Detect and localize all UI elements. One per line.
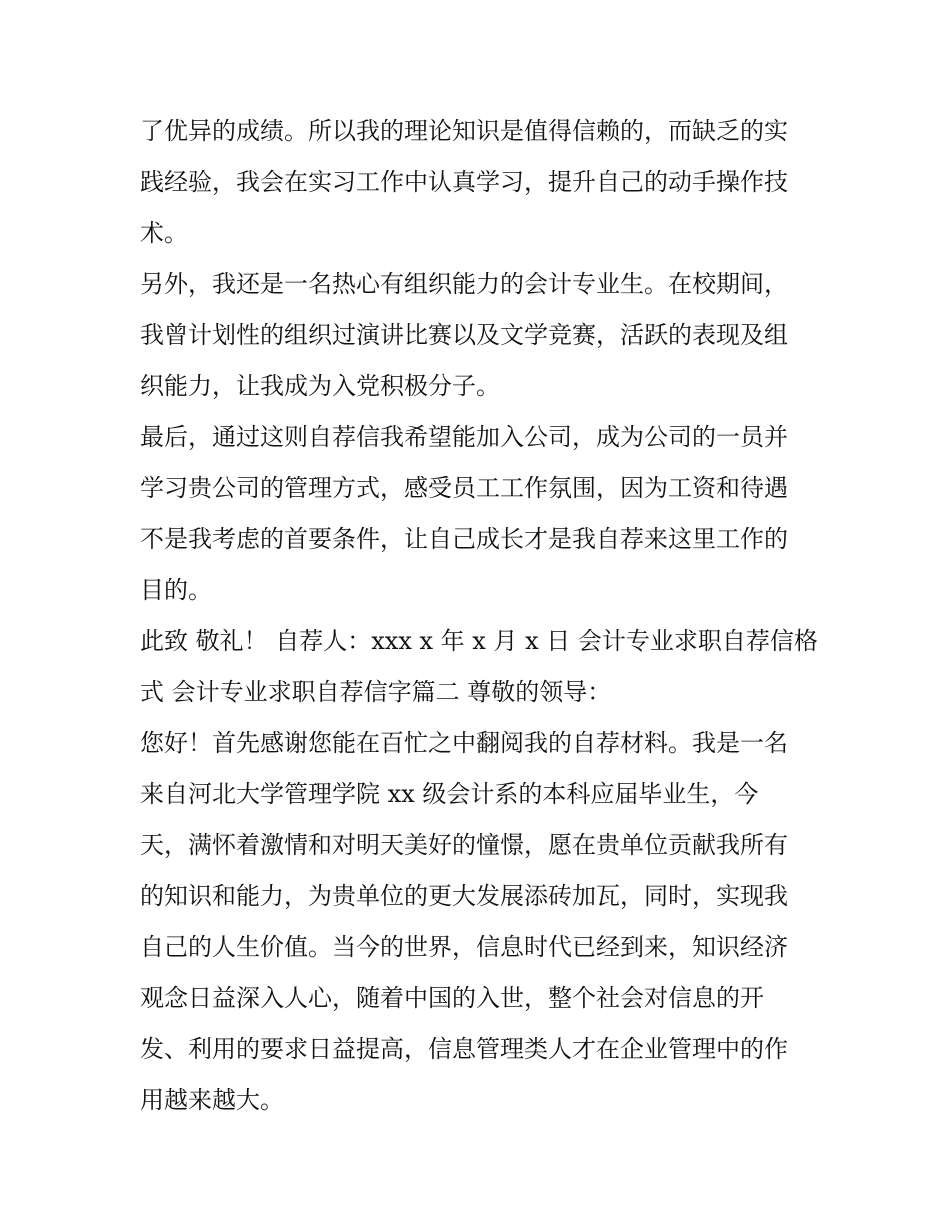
text-line: 发、利用的要求日益提高，信息管理类人才在企业管理中的作 xyxy=(140,1035,788,1063)
text-line: 践经验，我会在实习工作中认真学习，提升自己的动手操作技 xyxy=(140,168,788,196)
text-line: 天，满怀着激情和对明天美好的憧憬，愿在贵单位贡献我所有 xyxy=(140,831,788,859)
text-line: 了优异的成绩。所以我的理论知识是值得信赖的，而缺乏的实 xyxy=(140,117,788,145)
text-line: 观念日益深入人心，随着中国的入世，整个社会对信息的开 xyxy=(140,984,764,1012)
text-line: 用越来越大。 xyxy=(140,1086,284,1114)
text-line: 目的。 xyxy=(140,576,212,604)
text-line: 学习贵公司的管理方式，感受员工工作氛围，因为工资和待遇 xyxy=(140,474,788,502)
text-line: 来自河北大学管理学院 xx 级会计系的本科应届毕业生，今 xyxy=(140,780,759,808)
text-line: 的知识和能力，为贵单位的更大发展添砖加瓦，同时，实现我 xyxy=(140,882,788,910)
text-line: 此致 敬礼！ 自荐人：xxx x 年 x 月 x 日 会计专业求职自荐信格 xyxy=(140,627,818,655)
text-line: 最后，通过这则自荐信我希望能加入公司，成为公司的一员并 xyxy=(140,423,788,451)
text-line: 我曾计划性的组织过演讲比赛以及文学竞赛，活跃的表现及组 xyxy=(140,321,788,349)
text-line: 您好！首先感谢您能在百忙之中翻阅我的自荐材料。我是一名 xyxy=(140,729,788,757)
text-line: 织能力，让我成为入党积极分子。 xyxy=(140,372,500,400)
text-line: 另外，我还是一名热心有组织能力的会计专业生。在校期间， xyxy=(140,270,788,298)
body-text xyxy=(140,106,820,1126)
text-line: 自己的人生价值。当今的世界，信息时代已经到来，知识经济 xyxy=(140,933,788,961)
text-line: 式 会计专业求职自荐信字篇二 尊敬的领导： xyxy=(140,678,612,706)
text-line: 不是我考虑的首要条件，让自己成长才是我自荐来这里工作的 xyxy=(140,525,788,553)
text-line: 术。 xyxy=(140,219,188,247)
